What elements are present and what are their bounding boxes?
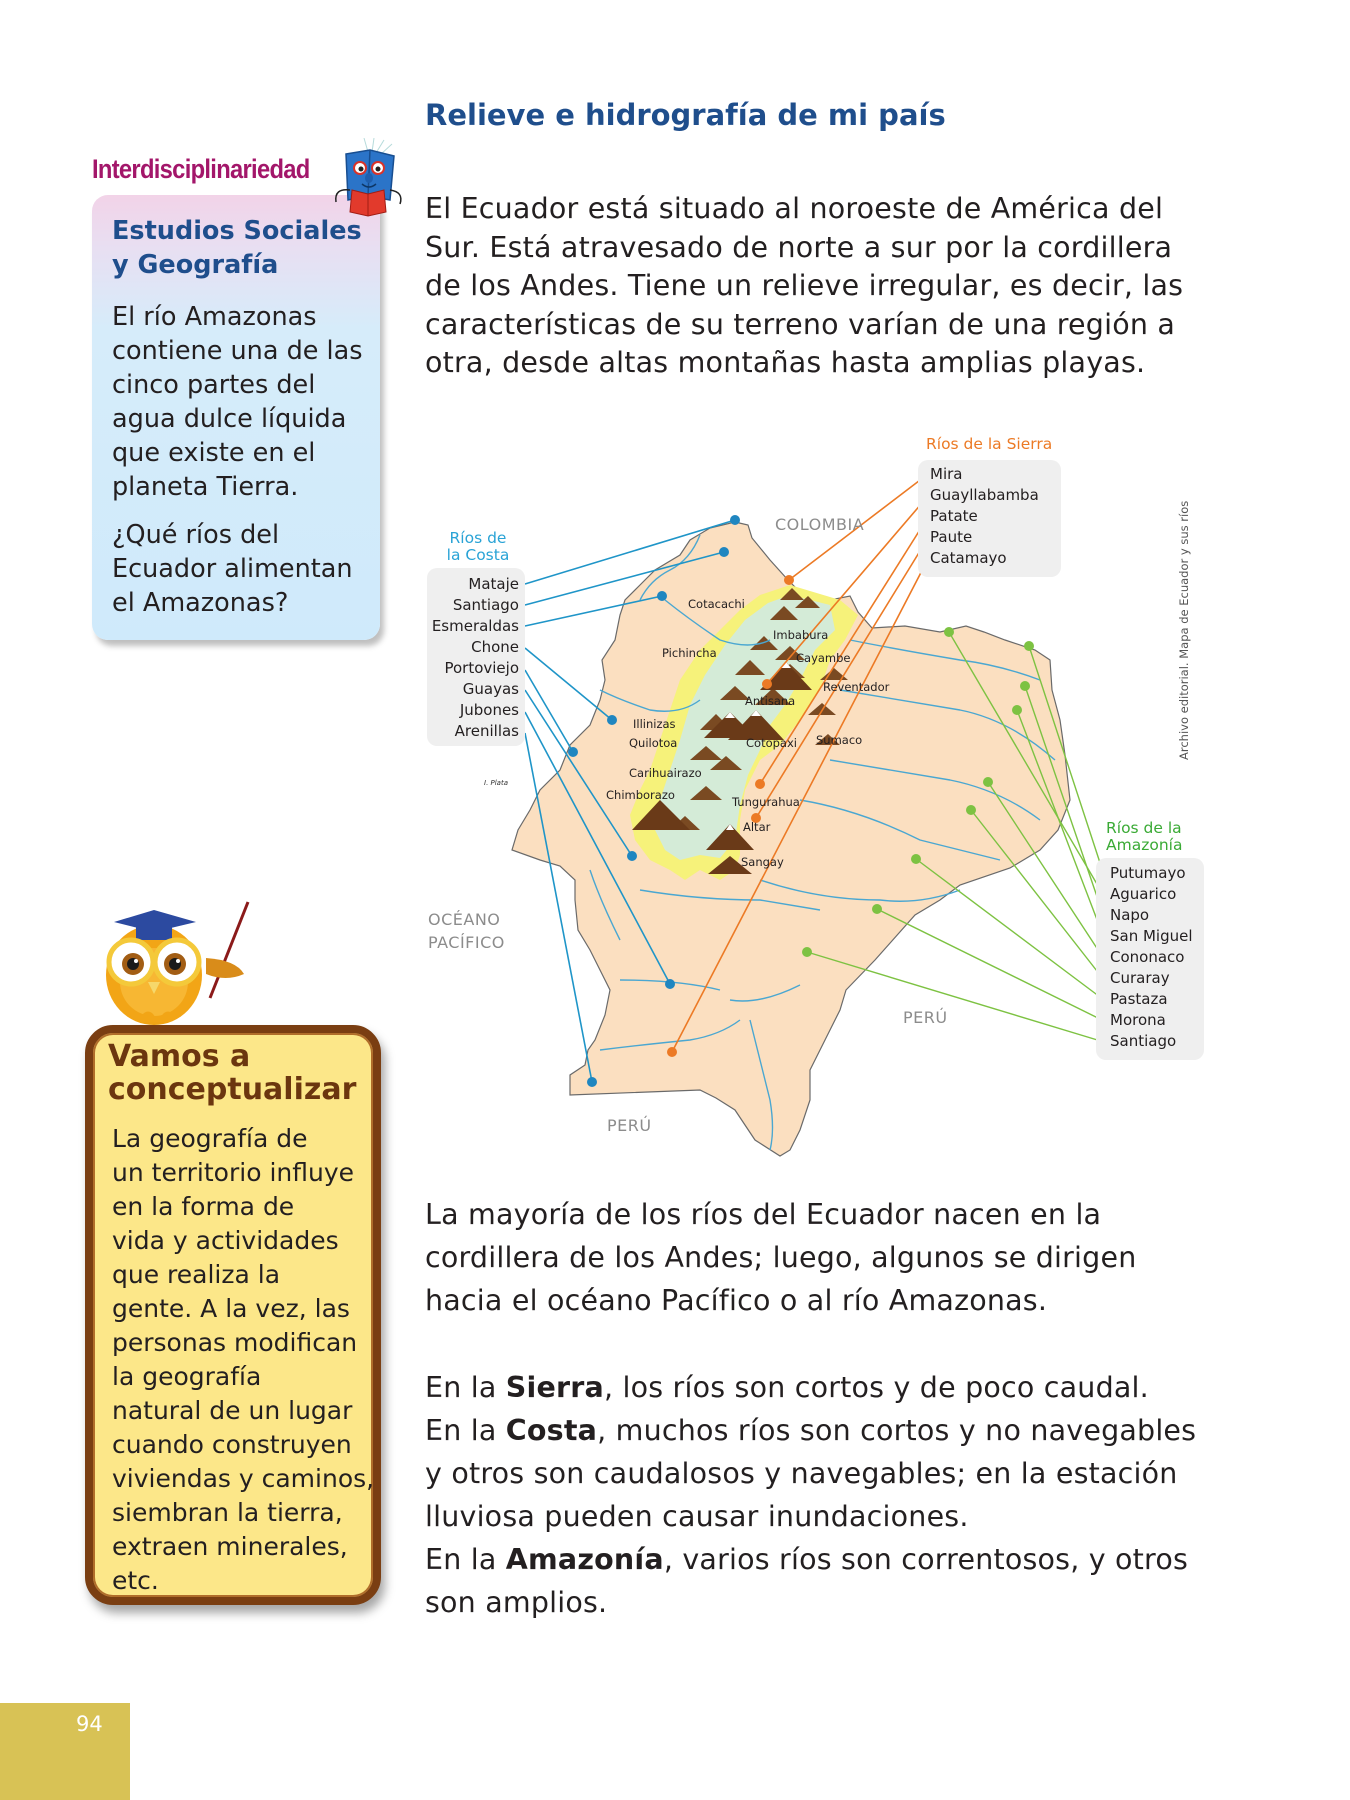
- concept-line: en la forma de: [112, 1192, 295, 1221]
- legend-title-line: Ríos de la: [1106, 819, 1182, 837]
- paragraph-line: lluviosa pueden causar inundaciones.: [425, 1500, 969, 1533]
- concept-line: La geografía de: [112, 1124, 308, 1153]
- concept-line: natural de un lugar: [112, 1396, 353, 1425]
- volcano-label: Reventador: [823, 680, 890, 694]
- legend-item-costa: Portoviejo: [444, 659, 519, 677]
- paragraph-line: La mayoría de los ríos del Ecuador nacen en la: [425, 1198, 1102, 1231]
- heading-line: y Geografía: [112, 250, 279, 280]
- legend-title-line: la Costa: [446, 546, 510, 564]
- map-label-colombia: COLOMBIA: [775, 515, 865, 534]
- legend-item-costa: Arenillas: [454, 722, 519, 740]
- legend-item-costa: Chone: [471, 638, 519, 656]
- legend-item-costa: Guayas: [462, 680, 519, 698]
- volcano-label: Illinizas: [633, 717, 676, 731]
- concept-line: personas modifican: [112, 1328, 358, 1357]
- text-span: , los ríos son cortos y de poco caudal.: [603, 1371, 1149, 1404]
- paragraph-line: cordillera de los Andes; luego, algunos se dirigen: [425, 1241, 1137, 1274]
- map-label-peru-east: PERÚ: [903, 1008, 948, 1027]
- legend-title-line: Amazonía: [1106, 836, 1183, 854]
- concept-title-line: conceptualizar: [108, 1072, 357, 1107]
- volcano-label: Pichincha: [662, 646, 717, 660]
- volcano-label: Cotacachi: [688, 597, 745, 611]
- bold-term: Amazonía: [505, 1543, 664, 1576]
- concept-line: etc.: [112, 1566, 159, 1595]
- text-span: En la: [425, 1414, 506, 1447]
- text-span: En la: [425, 1371, 506, 1404]
- legend-title-sierra: Ríos de la Sierra: [926, 435, 1053, 453]
- interdisciplinary-question: ¿Qué ríos del Ecuador alimentan el Amazonas?: [112, 520, 353, 618]
- concept-line: vida y actividades: [112, 1226, 339, 1255]
- legend-item-amazonia: Curaray: [1110, 969, 1170, 987]
- costa-line: [425, 1409, 1196, 1452]
- page-number-tab: [0, 1703, 130, 1800]
- concept-line: gente. A la vez, las: [112, 1294, 350, 1323]
- intro-line: de los Andes. Tiene un relieve irregular, es decir, las: [425, 269, 1184, 302]
- interdisciplinariedad-label: Interdisciplinariedad: [92, 154, 310, 184]
- map-credit: Archivo editorial. Mapa de Ecuador y sus ríos: [1177, 500, 1191, 760]
- paragraph-line: son amplios.: [425, 1586, 608, 1619]
- concept-line: cuando construyen: [112, 1430, 352, 1459]
- intro-line: otra, desde altas montañas hasta amplias playas.: [425, 346, 1146, 379]
- intro-line: El Ecuador está situado al noroeste de América del: [425, 192, 1164, 225]
- volcano-label: Quilotoa: [629, 736, 678, 750]
- legend-title-costa: [432, 530, 524, 564]
- legend-item-sierra: Patate: [930, 507, 978, 525]
- concept-line: siembran la tierra,: [112, 1498, 343, 1527]
- legend-item-costa: Santiago: [452, 596, 519, 614]
- volcano-label: Sumaco: [816, 733, 863, 747]
- heading-line: Estudios Sociales: [112, 216, 362, 246]
- ocean-label-line: OCÉANO: [428, 910, 501, 929]
- legend-item-costa: Esmeraldas: [431, 617, 519, 635]
- text-span: , varios ríos son correntosos, y otros: [663, 1543, 1189, 1576]
- page-title: Relieve e hidrografía de mi país: [425, 98, 946, 132]
- volcano-label: Tungurahua: [732, 795, 800, 809]
- regions-paragraph: [425, 1366, 1196, 1624]
- text-span: , muchos ríos son cortos y no navegables: [597, 1414, 1197, 1447]
- map-label-isla-plata: I. Plata: [484, 779, 509, 787]
- paragraph-line: hacia el océano Pacífico o al río Amazonas.: [425, 1284, 1048, 1317]
- rivers-origin-paragraph: [425, 1193, 1136, 1322]
- concept-line: que realiza la: [112, 1260, 281, 1289]
- legend-title-amazonia: [1106, 820, 1182, 854]
- legend-item-sierra: Catamayo: [930, 549, 1007, 567]
- concept-title-line: Vamos a: [108, 1039, 251, 1074]
- text-span: En la: [425, 1543, 506, 1576]
- intro-line: Sur. Está atravesado de norte a sur por la cordillera: [425, 230, 1173, 264]
- legend-item-costa: Mataje: [468, 575, 519, 593]
- legend-item-amazonia: Morona: [1110, 1011, 1166, 1029]
- legend-list-costa: [427, 574, 519, 742]
- interdisciplinary-text: El río Amazonas contiene una de las cinco partes del agua dulce líquida que existe en el planeta Tierra.: [112, 302, 363, 502]
- legend-item-sierra: Guayllabamba: [930, 486, 1039, 504]
- map-label-ocean: [428, 908, 505, 954]
- legend-item-amazonia: Napo: [1110, 906, 1150, 924]
- legend-title-line: Ríos de: [449, 529, 507, 547]
- legend-item-amazonia: Santiago: [1110, 1032, 1177, 1050]
- legend-list-sierra: [930, 464, 1039, 569]
- page-number: 94: [76, 1712, 103, 1736]
- concept-line: extraen minerales,: [112, 1532, 348, 1561]
- bold-term: Costa: [505, 1414, 598, 1447]
- legend-item-sierra: Mira: [930, 465, 963, 483]
- concept-line: un territorio influye: [112, 1158, 355, 1187]
- volcano-label: Sangay: [741, 855, 784, 869]
- map-label-peru-south: PERÚ: [607, 1116, 652, 1135]
- amazonia-line: [425, 1538, 1196, 1581]
- concept-line: viviendas y caminos,: [112, 1464, 375, 1493]
- legend-list-amazonia: [1110, 863, 1193, 1052]
- legend-item-amazonia: San Miguel: [1110, 927, 1193, 945]
- volcano-label: Cayambe: [796, 651, 851, 665]
- legend-item-amazonia: Putumayo: [1110, 864, 1186, 882]
- volcano-label: Altar: [743, 820, 771, 834]
- concept-line: la geografía: [112, 1362, 262, 1391]
- volcano-label: Cotopaxi: [746, 736, 797, 750]
- legend-item-sierra: Paute: [930, 528, 973, 546]
- intro-line: características de su terreno varían de una región a: [425, 307, 1176, 341]
- sierra-line: [425, 1366, 1196, 1409]
- legend-item-amazonia: Cononaco: [1110, 948, 1185, 966]
- ocean-label-line: PACÍFICO: [428, 933, 505, 952]
- volcano-label: Antisana: [745, 694, 796, 708]
- volcano-label: Carihuairazo: [629, 766, 702, 780]
- legend-item-amazonia: Aguarico: [1110, 885, 1177, 903]
- paragraph-line: y otros son caudalosos y navegables; en la estación: [425, 1457, 1178, 1490]
- volcano-label: Chimborazo: [606, 788, 675, 802]
- legend-item-amazonia: Pastaza: [1110, 990, 1168, 1008]
- volcano-label: Imbabura: [773, 628, 829, 642]
- legend-item-costa: Jubones: [459, 701, 519, 719]
- bold-term: Sierra: [505, 1371, 604, 1404]
